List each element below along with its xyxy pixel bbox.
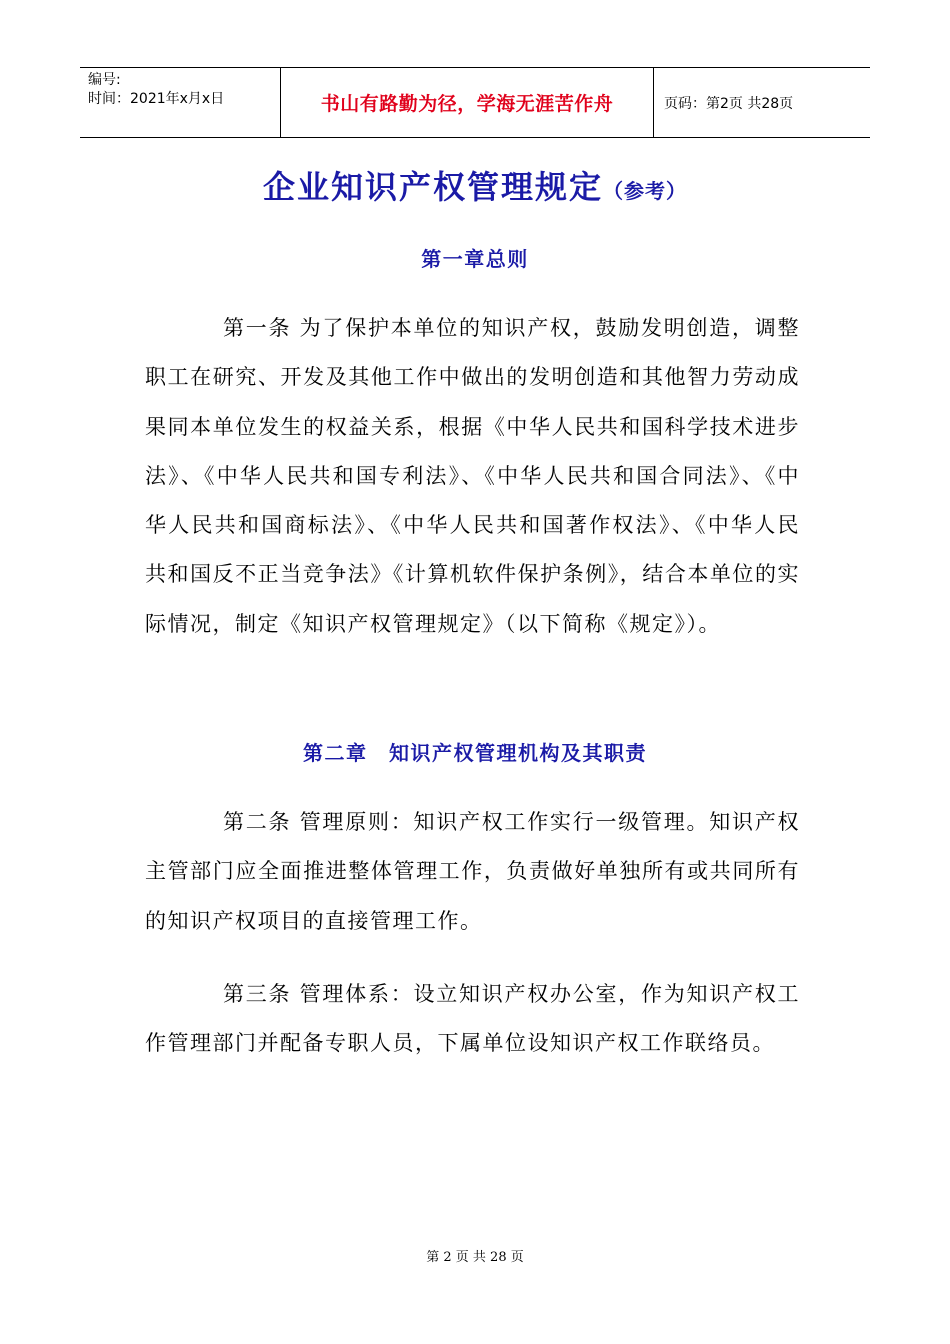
page-header: [80, 67, 870, 138]
header-page-info: 页码：第2页 共28页: [664, 95, 794, 112]
document-title: [0, 162, 950, 208]
article-2: 第二条 管理原则：知识产权工作实行一级管理。知识产权主管部门应全面推进整体管理工作，负责做好单独所有或共同所有的知识产权项目的直接管理工作。: [145, 810, 800, 933]
header-motto: 书山有路勤为径，学海无涯苦作舟: [281, 68, 654, 137]
article-1: 第一条 为了保护本单位的知识产权，鼓励发明创造，调整职工在研究、开发及其他工作中做出的发明创造和其他智力劳动成果同本单位发生的权益关系，根据《中华人民共和国科学技术进步法》、《中华人民共和国专利法》、《中华人民共和国合同法》、《中华人民共和国商标法》、《中华人民共和国著作权法》、《中华人民共和国反不正当竞争法》《计算机软件保护条例》，结合本单位的实际情况，制定《知识产权管理规定》（以下简称《规定》）。: [145, 316, 800, 636]
number-label: 编号:: [88, 72, 121, 88]
article-3: 第三条 管理体系：设立知识产权办公室，作为知识产权工作管理部门并配备专职人员，下属单位设知识产权工作联络员。: [145, 982, 800, 1056]
title-suffix: （参考）: [603, 179, 687, 203]
time-label: 时间：2021年x月x日: [88, 91, 225, 107]
chapter-heading-2: 第二章 知识产权管理机构及其职责: [303, 741, 647, 765]
page-footer: 第 2 页 共 28 页: [426, 1250, 524, 1265]
title-main: 企业知识产权管理规定: [262, 168, 603, 206]
chapter-heading-1: 第一章总则: [421, 247, 529, 271]
header-meta: [80, 68, 281, 137]
